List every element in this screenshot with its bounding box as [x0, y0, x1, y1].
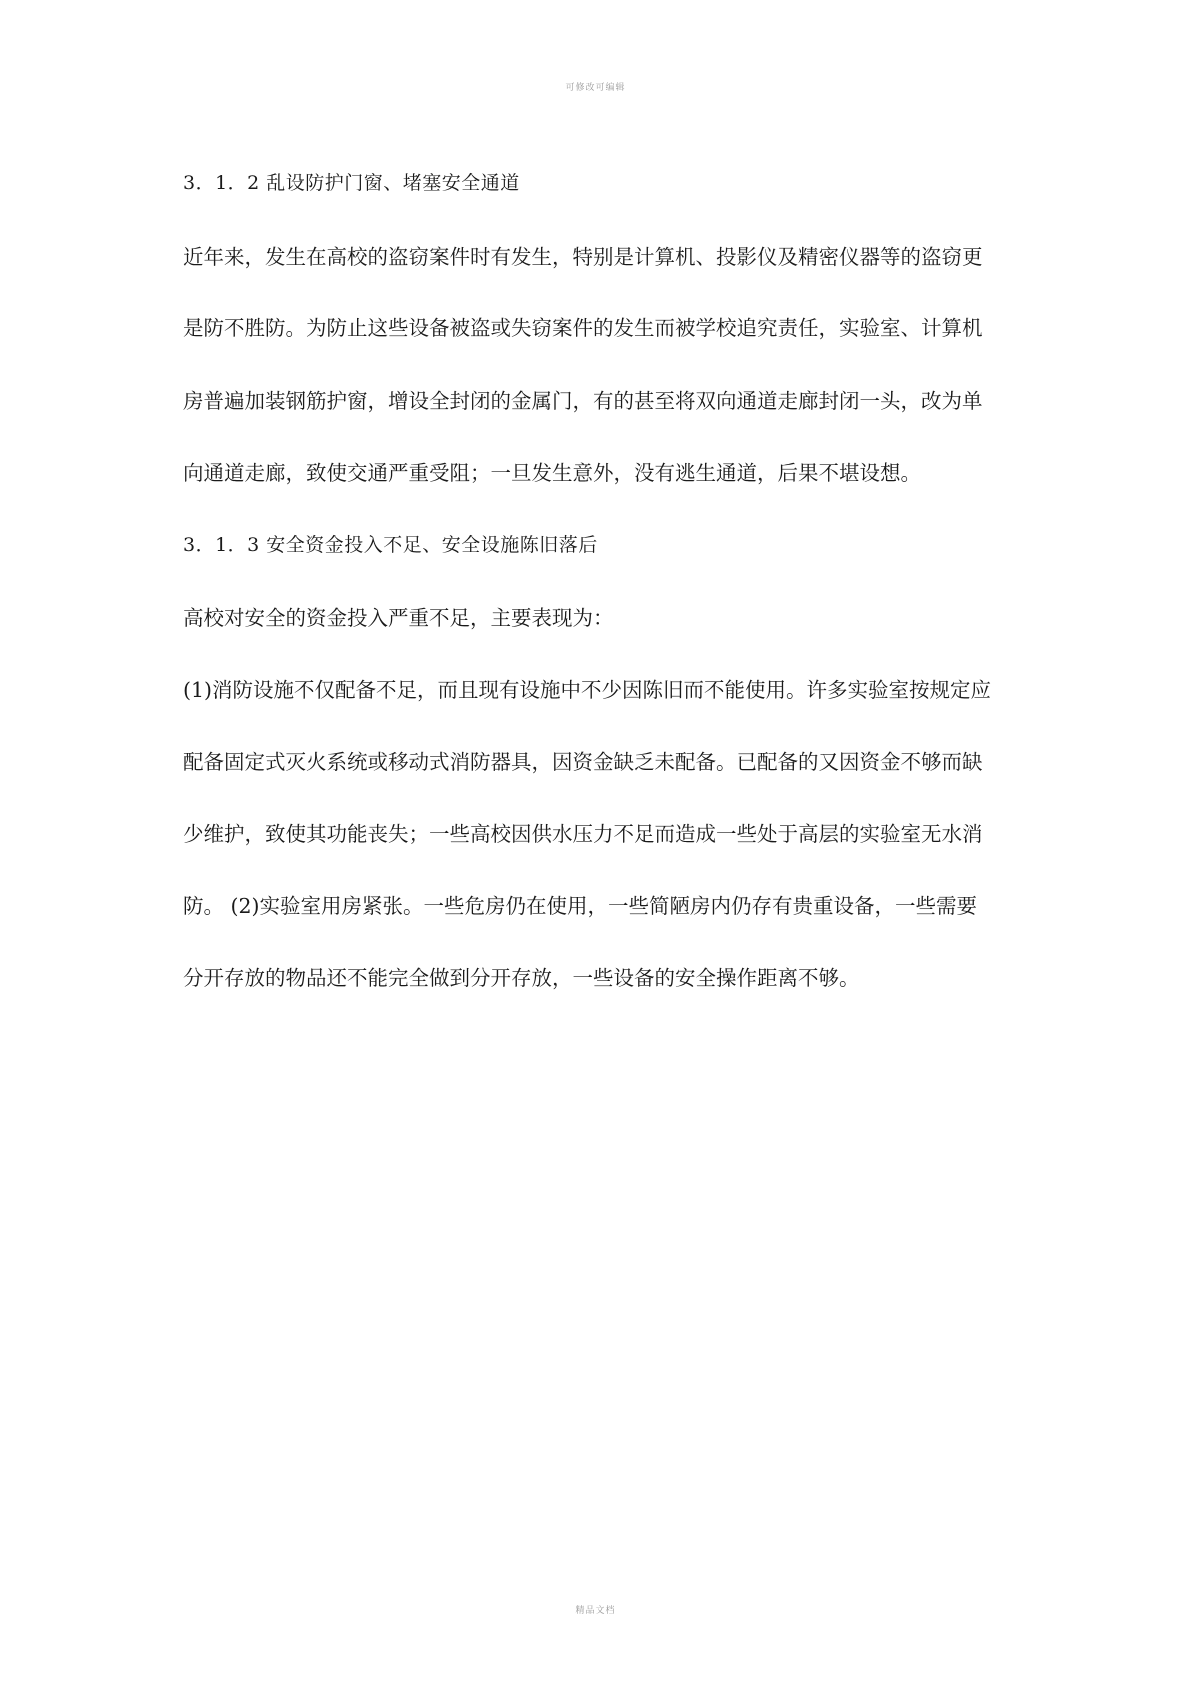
page-footer: 精品文档: [575, 1606, 616, 1616]
paragraph-line: 房普遍加装钢筋护窗，增设全封闭的金属门，有的甚至将双向通道走廊封闭一头，改为单: [183, 389, 983, 413]
paragraph-line: 是防不胜防。为防止这些设备被盗或失窃案件的发生而被学校追究责任，实验室、计算机: [183, 316, 983, 340]
paragraph-line: 配备固定式灭火系统或移动式消防器具，因资金缺乏未配备。已配备的又因资金不够而缺: [183, 750, 983, 774]
paragraph-line: 近年来，发生在高校的盗窃案件时有发生，特别是计算机、投影仪及精密仪器等的盗窃更: [183, 245, 983, 269]
paragraph-line: 分开存放的物品还不能完全做到分开存放，一些设备的安全操作距离不够。: [183, 966, 860, 990]
paragraph-line: 少维护，致使其功能丧失；一些高校因供水压力不足而造成一些处于高层的实验室无水消: [183, 822, 983, 846]
paragraph-line: 向通道走廊，致使交通严重受阻；一旦发生意外，没有逃生通道，后果不堪设想。: [183, 461, 921, 485]
page-header: 可修改可编辑: [565, 83, 626, 93]
paragraph-line: 防。 (2)实验室用房紧张。一些危房仍在使用，一些简陋房内仍存有贵重设备，一些需要: [183, 894, 978, 918]
section-heading-3-1-3: 3．1．3 安全资金投入不足、安全设施陈旧落后: [183, 534, 598, 556]
paragraph-line: 高校对安全的资金投入严重不足，主要表现为：: [183, 606, 614, 630]
section-heading-3-1-2: 3．1．2 乱设防护门窗、堵塞安全通道: [183, 172, 520, 194]
paragraph-line: (1)消防设施不仅配备不足，而且现有设施中不少因陈旧而不能使用。许多实验室按规定应: [183, 678, 992, 702]
